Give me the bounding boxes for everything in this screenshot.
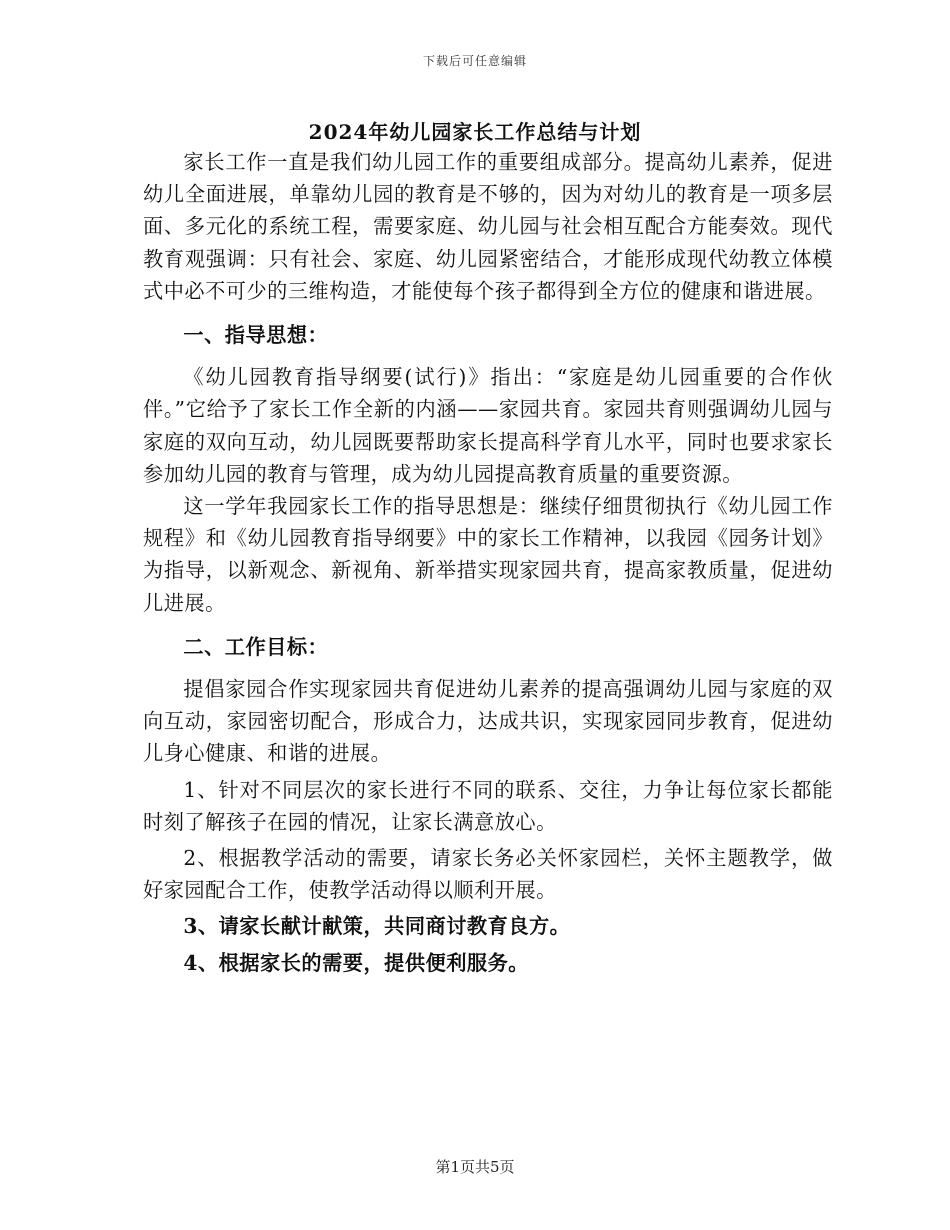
paragraph-guideline-quote: 《幼儿园教育指导纲要(试行)》指出：“家庭是幼儿园重要的合作伙伴。”它给予了家长工作全新的内涵——家园共育。家园共育则强调幼儿园与家庭的双向互动，幼儿园既要帮助家长提高科学育儿水平，同时也要求家长参加幼儿园的教育与管理，成为幼儿园提高教育质量的重要资源。 [143,365,833,486]
section-heading-work-goals: 二、工作目标： [183,634,329,659]
paragraph-guiding-thought: 这一学年我园家长工作的指导思想是：继续仔细贯彻执行《幼儿园工作规程》和《幼儿园教育指导纲要》中的家长工作精神，以我园《园务计划》为指导，以新观念、新视角、新举措实现家园共育，提高家教质量，促进幼儿进展。 [143,494,833,615]
document-body [143,146,833,979]
intro-paragraph: 家长工作一直是我们幼儿园工作的重要组成部分。提高幼儿素养，促进幼儿全面进展，单靠幼儿园的教育是不够的，因为对幼儿的教育是一项多层面、多元化的系统工程，需要家庭、幼儿园与社会相互配合方能奏效。现代教育观强调：只有社会、家庭、幼儿园紧密结合，才能形成现代幼教立体模式中必不可少的三维构造，才能使每个孩子都得到全方位的健康和谐进展。 [143,150,833,303]
section-heading-guiding-thought: 一、指导思想： [183,323,329,348]
document-title: 2024年幼儿园家长工作总结与计划 [308,120,642,144]
list-item-2: 2、根据教学活动的需要，请家长务必关怀家园栏，关怀主题教学，做好家园配合工作，使教学活动得以顺利开展。 [143,846,833,903]
list-item-4: 4、根据家长的需要，提供便利服务。 [183,950,529,975]
paragraph-work-goals: 提倡家园合作实现家园共育促进幼儿素养的提高强调幼儿园与家庭的双向互动，家园密切配合，形成合力，达成共识，实现家园同步教育，促进幼儿身心健康、和谐的进展。 [143,677,833,766]
list-item-3: 3、请家长献计献策，共同商讨教育良方。 [183,914,571,939]
page-footer: 第1页共5页 [435,1158,515,1176]
list-item-1: 1、针对不同层次的家长进行不同的联系、交往，力争让每位家长都能时刻了解孩子在园的情况，让家长满意放心。 [143,777,833,834]
header-note: 下载后可任意编辑 [422,54,527,68]
